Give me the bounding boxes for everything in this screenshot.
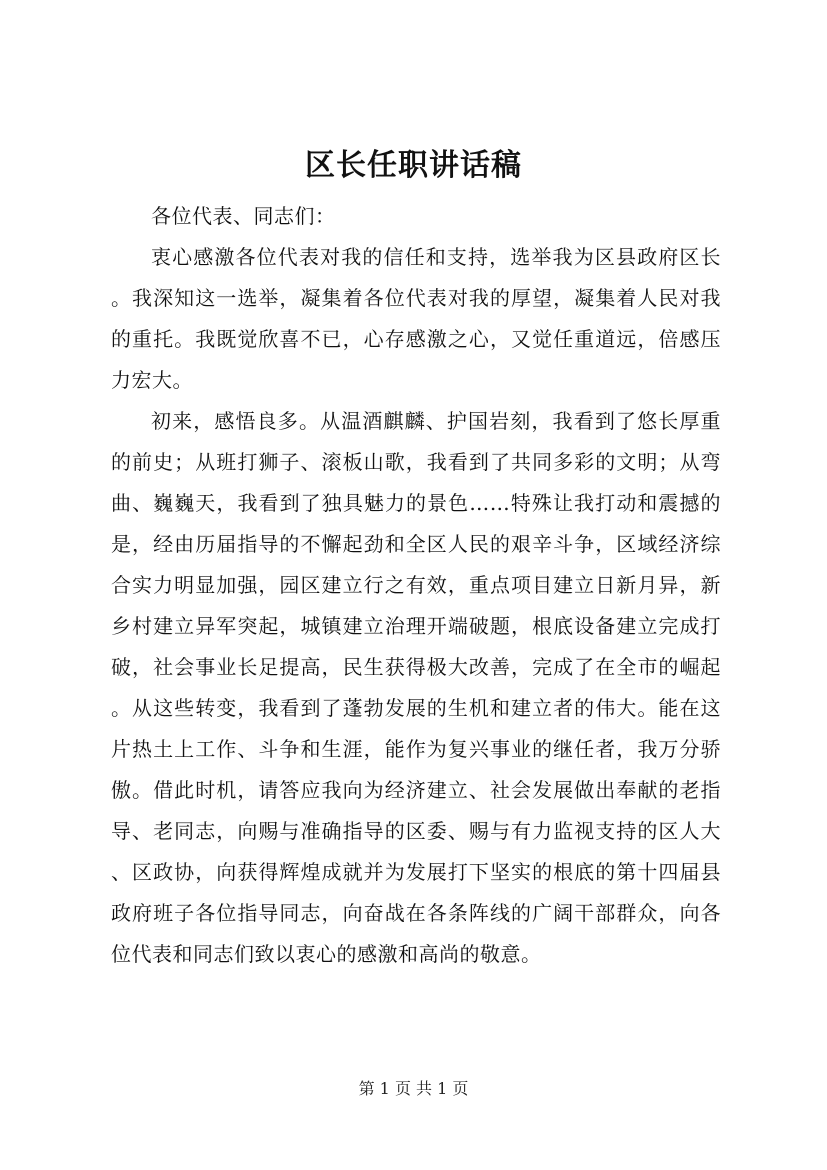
greeting-paragraph: 各位代表、同志们： (151, 204, 336, 228)
body-paragraph: 衷心感激各位代表对我的信任和支持，选举我为区县政府区长。我深知这一选举，凝集着各位代表对我的厚望，凝集着人民对我的重托。我既觉欣喜不已，心存感激之心，又觉任重道远，倍感压力宏大。 (111, 245, 721, 392)
document-title: 区长任职讲话稿 (305, 148, 522, 183)
document-body (111, 196, 721, 975)
body-paragraph: 初来，感悟良多。从温酒麒麟、护国岩刻，我看到了悠长厚重的前史；从班打狮子、滚板山歌，我看到了共同多彩的文明；从弯曲、巍巍天，我看到了独具魅力的景色……特殊让我打动和震撼的是，经由历届指导的不懈起劲和全区人民的艰辛斗争，区域经济综合实力明显加强，园区建立行之有效，重点项目建立日新月异，新乡村建立异军突起，城镇建立治理开端破题，根底设备建立完成打破，社会事业长足提高，民生获得极大改善，完成了在全市的崛起。从这些转变，我看到了蓬勃发展的生机和建立者的伟大。能在这片热土上工作、斗争和生涯，能作为复兴事业的继任者，我万分骄傲。借此时机，请答应我向为经济建立、社会发展做出奉献的老指导、老同志，向赐与准确指导的区委、赐与有力监视支持的区人大、区政协，向获得辉煌成就并为发展打下坚实的根底的第十四届县政府班子各位指导同志，向奋战在各条阵线的广阔干部群众，向各位代表和同志们致以衷心的感激和高尚的敬意。 (111, 409, 721, 966)
page-footer: 第 1 页 共 1 页 (358, 1079, 469, 1098)
